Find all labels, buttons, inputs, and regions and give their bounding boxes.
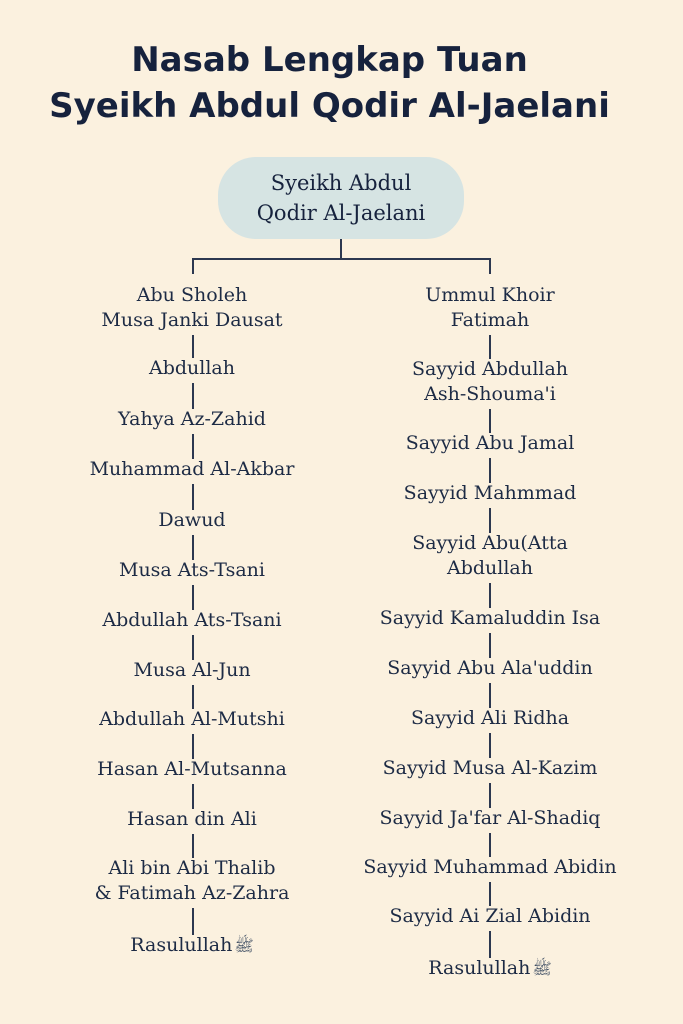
left-node-line1: Abdullah Ats-Tsani xyxy=(102,609,282,631)
left-node xyxy=(42,933,342,958)
right-node-line1: Sayyid Abu Jamal xyxy=(405,432,575,454)
right-node xyxy=(340,756,640,781)
left-connector xyxy=(192,434,194,459)
right-node-line1: Sayyid Mahmmad xyxy=(403,482,577,504)
left-connector xyxy=(192,535,194,560)
left-node xyxy=(42,757,342,782)
root-node-line2: Qodir Al-Jaelani xyxy=(256,201,426,225)
seal-icon: ﷺ xyxy=(532,959,552,978)
right-connector xyxy=(489,882,491,906)
right-node xyxy=(340,481,640,506)
right-node-line1: Rasulullah xyxy=(428,957,531,979)
left-node-line1: Rasulullah xyxy=(130,934,233,956)
left-node-line1: Hasan Al-Mutsanna xyxy=(97,758,287,780)
left-node-line1: Hasan din Ali xyxy=(127,808,257,830)
left-node xyxy=(42,856,342,906)
right-connector xyxy=(489,733,491,758)
left-connector xyxy=(192,484,194,510)
right-node xyxy=(340,656,640,681)
right-node xyxy=(340,706,640,731)
left-node xyxy=(42,283,342,333)
left-node xyxy=(42,457,342,482)
right-node xyxy=(340,606,640,631)
right-node xyxy=(340,357,640,407)
right-node xyxy=(340,531,640,581)
page-title-line1: Nasab Lengkap Tuan xyxy=(131,40,528,80)
right-connector xyxy=(489,833,491,857)
left-connector xyxy=(192,635,194,660)
right-node xyxy=(340,283,640,333)
page-title-line2: Syeikh Abdul Qodir Al-Jaelani xyxy=(49,86,610,126)
right-node-line1: Ummul Khoir xyxy=(425,284,555,306)
left-node-line1: Musa Ats-Tsani xyxy=(118,559,265,581)
right-connector xyxy=(489,931,491,958)
right-connector xyxy=(489,583,491,608)
left-node xyxy=(42,558,342,583)
left-connector xyxy=(192,908,194,935)
left-node xyxy=(42,807,342,832)
left-node-line1: Yahya Az-Zahid xyxy=(118,408,266,430)
left-node-line1: Dawud xyxy=(158,509,226,531)
branch-bar xyxy=(192,258,491,260)
left-node xyxy=(42,608,342,633)
right-node-line1: Sayyid Ai Zial Abidin xyxy=(389,905,591,927)
root-node xyxy=(218,157,464,239)
left-node-line1: Ali bin Abi Thalib xyxy=(108,857,276,879)
right-node xyxy=(340,855,640,880)
right-connector xyxy=(489,683,491,708)
left-connector xyxy=(192,734,194,759)
left-node xyxy=(42,508,342,533)
left-node-line1: Abdullah xyxy=(148,357,235,379)
right-connector xyxy=(489,458,491,483)
right-connector xyxy=(489,783,491,808)
left-node-line1: Muhammad Al-Akbar xyxy=(89,458,295,480)
left-connector xyxy=(192,585,194,610)
right-node-line1: Sayyid Ali Ridha xyxy=(410,707,570,729)
left-node xyxy=(42,356,342,381)
right-connector xyxy=(489,409,491,433)
right-node xyxy=(340,431,640,456)
left-node xyxy=(42,707,342,732)
right-node-line2: Ash-Shouma'i xyxy=(424,383,556,405)
root-node-line1: Syeikh Abdul xyxy=(270,171,412,195)
right-node-line2: Fatimah xyxy=(450,309,530,331)
right-node xyxy=(340,956,640,981)
right-node-line1: Sayyid Muhammad Abidin xyxy=(363,856,617,878)
right-connector xyxy=(489,335,491,359)
right-branch-drop xyxy=(489,258,491,274)
right-node-line1: Sayyid Kamaluddin Isa xyxy=(379,607,601,629)
left-node-line2: Musa Janki Dausat xyxy=(101,309,283,331)
left-connector xyxy=(192,685,194,709)
right-node-line1: Sayyid Abu(Atta xyxy=(412,532,568,554)
right-node xyxy=(340,904,640,929)
seal-icon: ﷺ xyxy=(234,936,254,955)
left-node-line1: Musa Al-Jun xyxy=(133,659,251,681)
left-node-line1: Abdullah Al-Mutshi xyxy=(99,708,285,730)
root-stem xyxy=(340,239,342,259)
left-node-line2: & Fatimah Az-Zahra xyxy=(94,882,290,904)
right-node xyxy=(340,806,640,831)
right-node-line1: Sayyid Ja'far Al-Shadiq xyxy=(379,807,601,829)
right-connector xyxy=(489,508,491,533)
right-node-line1: Sayyid Abu Ala'uddin xyxy=(387,657,593,679)
left-branch-drop xyxy=(192,258,194,274)
right-connector xyxy=(489,633,491,658)
left-connector xyxy=(192,383,194,409)
right-node-line1: Sayyid Abdullah xyxy=(411,358,569,380)
left-node-line1: Abu Sholeh xyxy=(136,284,248,306)
left-connector xyxy=(192,834,194,858)
right-node-line1: Sayyid Musa Al-Kazim xyxy=(382,757,598,779)
right-node-line2: Abdullah xyxy=(446,557,533,579)
left-node xyxy=(42,407,342,432)
left-connector xyxy=(192,784,194,809)
left-connector xyxy=(192,335,194,358)
left-node xyxy=(42,658,342,683)
